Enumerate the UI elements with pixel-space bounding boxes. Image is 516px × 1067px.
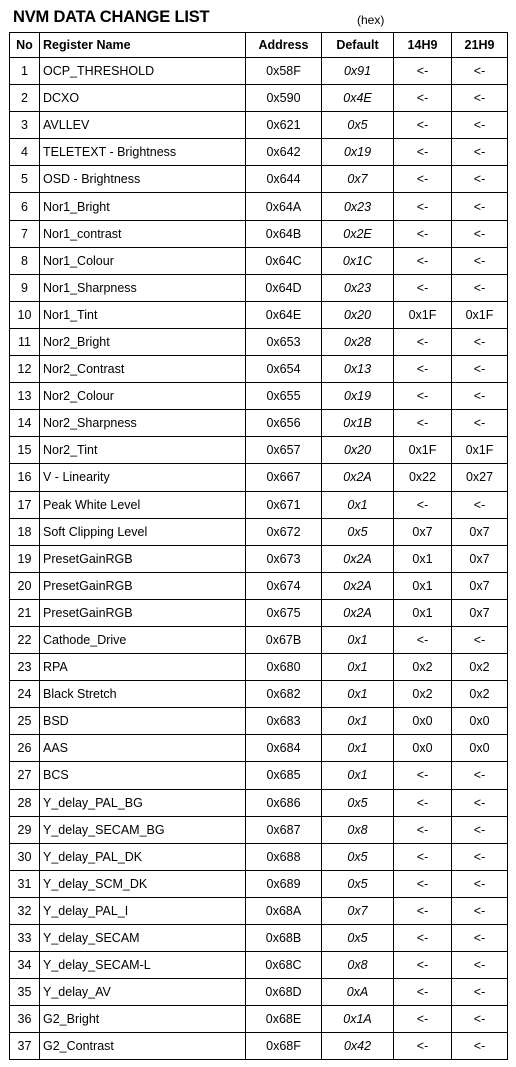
value-21h9: <-: [452, 816, 508, 843]
value-14h9: <-: [394, 85, 452, 112]
register-name: Nor1_Colour: [40, 247, 246, 274]
default-value: 0x5: [322, 112, 394, 139]
value-21h9: 0x1F: [452, 301, 508, 328]
table-header-row: [10, 33, 508, 58]
value-21h9: <-: [452, 328, 508, 355]
address: 0x686: [246, 789, 322, 816]
value-14h9: 0x22: [394, 464, 452, 491]
row-no: 36: [10, 1006, 40, 1033]
default-value: 0x1: [322, 762, 394, 789]
register-name: RPA: [40, 654, 246, 681]
table-row: [10, 410, 508, 437]
value-21h9: <-: [452, 789, 508, 816]
table-row: [10, 870, 508, 897]
header-address: Address: [246, 33, 322, 58]
row-no: 9: [10, 274, 40, 301]
row-no: 16: [10, 464, 40, 491]
value-21h9: <-: [452, 626, 508, 653]
table-row: [10, 220, 508, 247]
default-value: 0x5: [322, 925, 394, 952]
value-21h9: <-: [452, 193, 508, 220]
default-value: 0x1A: [322, 1006, 394, 1033]
value-14h9: <-: [394, 843, 452, 870]
table-row: [10, 193, 508, 220]
value-21h9: <-: [452, 979, 508, 1006]
default-value: 0x2A: [322, 464, 394, 491]
row-no: 25: [10, 708, 40, 735]
value-14h9: <-: [394, 897, 452, 924]
default-value: 0x23: [322, 193, 394, 220]
value-14h9: <-: [394, 58, 452, 85]
address: 0x68C: [246, 952, 322, 979]
header-14h9: 14H9: [394, 33, 452, 58]
default-value: 0x5: [322, 843, 394, 870]
address: 0x68B: [246, 925, 322, 952]
table-row: [10, 1006, 508, 1033]
default-value: 0x8: [322, 816, 394, 843]
address: 0x68D: [246, 979, 322, 1006]
row-no: 23: [10, 654, 40, 681]
row-no: 15: [10, 437, 40, 464]
register-name: Cathode_Drive: [40, 626, 246, 653]
value-21h9: <-: [452, 85, 508, 112]
default-value: 0x1: [322, 708, 394, 735]
table-row: [10, 112, 508, 139]
value-14h9: 0x1: [394, 545, 452, 572]
row-no: 3: [10, 112, 40, 139]
default-value: 0x7: [322, 166, 394, 193]
table-row: [10, 735, 508, 762]
default-value: 0x2A: [322, 599, 394, 626]
value-21h9: <-: [452, 762, 508, 789]
value-14h9: <-: [394, 491, 452, 518]
value-14h9: 0x1F: [394, 301, 452, 328]
address: 0x68E: [246, 1006, 322, 1033]
value-14h9: <-: [394, 193, 452, 220]
table-row: [10, 897, 508, 924]
register-name: Soft Clipping Level: [40, 518, 246, 545]
default-value: 0x5: [322, 518, 394, 545]
value-14h9: <-: [394, 979, 452, 1006]
default-value: 0x7: [322, 897, 394, 924]
default-value: 0x1C: [322, 247, 394, 274]
value-14h9: <-: [394, 626, 452, 653]
address: 0x653: [246, 328, 322, 355]
table-row: [10, 654, 508, 681]
row-no: 27: [10, 762, 40, 789]
table-row: [10, 166, 508, 193]
value-14h9: <-: [394, 356, 452, 383]
register-name: BCS: [40, 762, 246, 789]
value-21h9: <-: [452, 925, 508, 952]
row-no: 29: [10, 816, 40, 843]
default-value: 0x5: [322, 789, 394, 816]
register-name: Black Stretch: [40, 681, 246, 708]
value-21h9: <-: [452, 897, 508, 924]
row-no: 22: [10, 626, 40, 653]
row-no: 26: [10, 735, 40, 762]
table-row: [10, 274, 508, 301]
value-21h9: <-: [452, 410, 508, 437]
address: 0x675: [246, 599, 322, 626]
default-value: 0x1: [322, 626, 394, 653]
value-21h9: <-: [452, 274, 508, 301]
value-14h9: <-: [394, 328, 452, 355]
hex-note: (hex): [357, 13, 385, 27]
value-21h9: <-: [452, 870, 508, 897]
register-name: Nor1_Bright: [40, 193, 246, 220]
address: 0x667: [246, 464, 322, 491]
register-name: Nor2_Bright: [40, 328, 246, 355]
value-14h9: <-: [394, 139, 452, 166]
register-name: PresetGainRGB: [40, 572, 246, 599]
header-21h9: 21H9: [452, 33, 508, 58]
header-no: No: [10, 33, 40, 58]
table-row: [10, 572, 508, 599]
table-row: [10, 979, 508, 1006]
address: 0x68A: [246, 897, 322, 924]
address: 0x58F: [246, 58, 322, 85]
row-no: 35: [10, 979, 40, 1006]
value-14h9: <-: [394, 112, 452, 139]
default-value: 0x2A: [322, 572, 394, 599]
address: 0x680: [246, 654, 322, 681]
value-21h9: 0x2: [452, 681, 508, 708]
address: 0x64D: [246, 274, 322, 301]
register-name: Y_delay_AV: [40, 979, 246, 1006]
register-name: Y_delay_SCM_DK: [40, 870, 246, 897]
address: 0x644: [246, 166, 322, 193]
row-no: 2: [10, 85, 40, 112]
table-row: [10, 816, 508, 843]
address: 0x642: [246, 139, 322, 166]
default-value: 0x2A: [322, 545, 394, 572]
register-name: PresetGainRGB: [40, 545, 246, 572]
default-value: 0x1B: [322, 410, 394, 437]
table-row: [10, 952, 508, 979]
value-21h9: <-: [452, 356, 508, 383]
address: 0x64A: [246, 193, 322, 220]
row-no: 6: [10, 193, 40, 220]
address: 0x683: [246, 708, 322, 735]
row-no: 33: [10, 925, 40, 952]
value-21h9: 0x7: [452, 572, 508, 599]
page-title: NVM DATA CHANGE LIST: [13, 8, 210, 26]
value-14h9: 0x0: [394, 735, 452, 762]
value-14h9: <-: [394, 870, 452, 897]
value-21h9: <-: [452, 139, 508, 166]
register-name: BSD: [40, 708, 246, 735]
address: 0x682: [246, 681, 322, 708]
value-14h9: <-: [394, 274, 452, 301]
row-no: 31: [10, 870, 40, 897]
table-row: [10, 328, 508, 355]
address: 0x689: [246, 870, 322, 897]
register-name: PresetGainRGB: [40, 599, 246, 626]
address: 0x674: [246, 572, 322, 599]
address: 0x68F: [246, 1033, 322, 1060]
register-name: G2_Bright: [40, 1006, 246, 1033]
table-row: [10, 545, 508, 572]
value-14h9: <-: [394, 220, 452, 247]
value-14h9: <-: [394, 383, 452, 410]
value-14h9: <-: [394, 1033, 452, 1060]
register-name: Nor2_Tint: [40, 437, 246, 464]
register-name: TELETEXT - Brightness: [40, 139, 246, 166]
register-name: V - Linearity: [40, 464, 246, 491]
register-name: OSD - Brightness: [40, 166, 246, 193]
value-21h9: 0x7: [452, 599, 508, 626]
register-name: Nor1_Sharpness: [40, 274, 246, 301]
value-14h9: <-: [394, 1006, 452, 1033]
address: 0x655: [246, 383, 322, 410]
row-no: 13: [10, 383, 40, 410]
address: 0x684: [246, 735, 322, 762]
register-name: Peak White Level: [40, 491, 246, 518]
table-row: [10, 789, 508, 816]
default-value: 0x19: [322, 139, 394, 166]
table-row: [10, 626, 508, 653]
row-no: 1: [10, 58, 40, 85]
table-row: [10, 247, 508, 274]
row-no: 5: [10, 166, 40, 193]
value-14h9: 0x1: [394, 572, 452, 599]
table-row: [10, 139, 508, 166]
value-21h9: <-: [452, 383, 508, 410]
address: 0x657: [246, 437, 322, 464]
row-no: 28: [10, 789, 40, 816]
value-14h9: 0x2: [394, 681, 452, 708]
table-row: [10, 518, 508, 545]
default-value: 0x4E: [322, 85, 394, 112]
value-14h9: 0x1F: [394, 437, 452, 464]
register-name: Y_delay_PAL_DK: [40, 843, 246, 870]
default-value: 0x1: [322, 681, 394, 708]
row-no: 12: [10, 356, 40, 383]
register-name: Nor1_Tint: [40, 301, 246, 328]
value-21h9: <-: [452, 166, 508, 193]
default-value: 0xA: [322, 979, 394, 1006]
value-14h9: <-: [394, 410, 452, 437]
value-14h9: <-: [394, 247, 452, 274]
value-14h9: <-: [394, 789, 452, 816]
value-14h9: 0x0: [394, 708, 452, 735]
row-no: 24: [10, 681, 40, 708]
register-name: Y_delay_PAL_BG: [40, 789, 246, 816]
header-register-name: Register Name: [40, 33, 246, 58]
row-no: 17: [10, 491, 40, 518]
value-21h9: <-: [452, 220, 508, 247]
value-21h9: 0x7: [452, 518, 508, 545]
register-name: G2_Contrast: [40, 1033, 246, 1060]
row-no: 4: [10, 139, 40, 166]
value-21h9: <-: [452, 247, 508, 274]
register-name: DCXO: [40, 85, 246, 112]
default-value: 0x2E: [322, 220, 394, 247]
value-14h9: 0x2: [394, 654, 452, 681]
table-row: [10, 599, 508, 626]
nvm-data-table: [9, 32, 508, 1060]
address: 0x64C: [246, 247, 322, 274]
value-21h9: 0x2: [452, 654, 508, 681]
table-row: [10, 58, 508, 85]
register-name: Nor2_Colour: [40, 383, 246, 410]
table-row: [10, 301, 508, 328]
register-name: Nor2_Sharpness: [40, 410, 246, 437]
register-name: AAS: [40, 735, 246, 762]
value-21h9: 0x27: [452, 464, 508, 491]
row-no: 37: [10, 1033, 40, 1060]
table-row: [10, 843, 508, 870]
address: 0x687: [246, 816, 322, 843]
value-21h9: <-: [452, 952, 508, 979]
value-21h9: 0x0: [452, 735, 508, 762]
register-name: Nor2_Contrast: [40, 356, 246, 383]
register-name: OCP_THRESHOLD: [40, 58, 246, 85]
table-row: [10, 383, 508, 410]
value-14h9: 0x7: [394, 518, 452, 545]
table-row: [10, 708, 508, 735]
table-row: [10, 1033, 508, 1060]
row-no: 8: [10, 247, 40, 274]
address: 0x688: [246, 843, 322, 870]
table-row: [10, 85, 508, 112]
value-21h9: 0x7: [452, 545, 508, 572]
default-value: 0x5: [322, 870, 394, 897]
default-value: 0x1: [322, 491, 394, 518]
value-21h9: <-: [452, 1006, 508, 1033]
value-21h9: <-: [452, 491, 508, 518]
table-row: [10, 762, 508, 789]
row-no: 18: [10, 518, 40, 545]
address: 0x673: [246, 545, 322, 572]
address: 0x64B: [246, 220, 322, 247]
table-row: [10, 437, 508, 464]
address: 0x685: [246, 762, 322, 789]
default-value: 0x91: [322, 58, 394, 85]
table-row: [10, 681, 508, 708]
default-value: 0x23: [322, 274, 394, 301]
default-value: 0x19: [322, 383, 394, 410]
address: 0x67B: [246, 626, 322, 653]
table-row: [10, 464, 508, 491]
default-value: 0x28: [322, 328, 394, 355]
default-value: 0x1: [322, 654, 394, 681]
value-14h9: <-: [394, 816, 452, 843]
row-no: 11: [10, 328, 40, 355]
value-14h9: <-: [394, 952, 452, 979]
value-14h9: 0x1: [394, 599, 452, 626]
header-default: Default: [322, 33, 394, 58]
default-value: 0x13: [322, 356, 394, 383]
value-21h9: 0x1F: [452, 437, 508, 464]
register-name: Nor1_contrast: [40, 220, 246, 247]
value-21h9: <-: [452, 112, 508, 139]
row-no: 34: [10, 952, 40, 979]
value-14h9: <-: [394, 166, 452, 193]
value-21h9: 0x0: [452, 708, 508, 735]
address: 0x64E: [246, 301, 322, 328]
default-value: 0x20: [322, 301, 394, 328]
default-value: 0x8: [322, 952, 394, 979]
row-no: 19: [10, 545, 40, 572]
table-row: [10, 491, 508, 518]
row-no: 30: [10, 843, 40, 870]
register-name: Y_delay_PAL_I: [40, 897, 246, 924]
default-value: 0x1: [322, 735, 394, 762]
register-name: Y_delay_SECAM-L: [40, 952, 246, 979]
table-row: [10, 925, 508, 952]
row-no: 32: [10, 897, 40, 924]
row-no: 14: [10, 410, 40, 437]
table-row: [10, 356, 508, 383]
address: 0x672: [246, 518, 322, 545]
row-no: 20: [10, 572, 40, 599]
address: 0x671: [246, 491, 322, 518]
default-value: 0x20: [322, 437, 394, 464]
address: 0x621: [246, 112, 322, 139]
value-21h9: <-: [452, 843, 508, 870]
value-21h9: <-: [452, 58, 508, 85]
register-name: Y_delay_SECAM_BG: [40, 816, 246, 843]
address: 0x654: [246, 356, 322, 383]
row-no: 21: [10, 599, 40, 626]
value-21h9: <-: [452, 1033, 508, 1060]
register-name: AVLLEV: [40, 112, 246, 139]
value-14h9: <-: [394, 925, 452, 952]
address: 0x590: [246, 85, 322, 112]
row-no: 7: [10, 220, 40, 247]
row-no: 10: [10, 301, 40, 328]
address: 0x656: [246, 410, 322, 437]
default-value: 0x42: [322, 1033, 394, 1060]
value-14h9: <-: [394, 762, 452, 789]
register-name: Y_delay_SECAM: [40, 925, 246, 952]
